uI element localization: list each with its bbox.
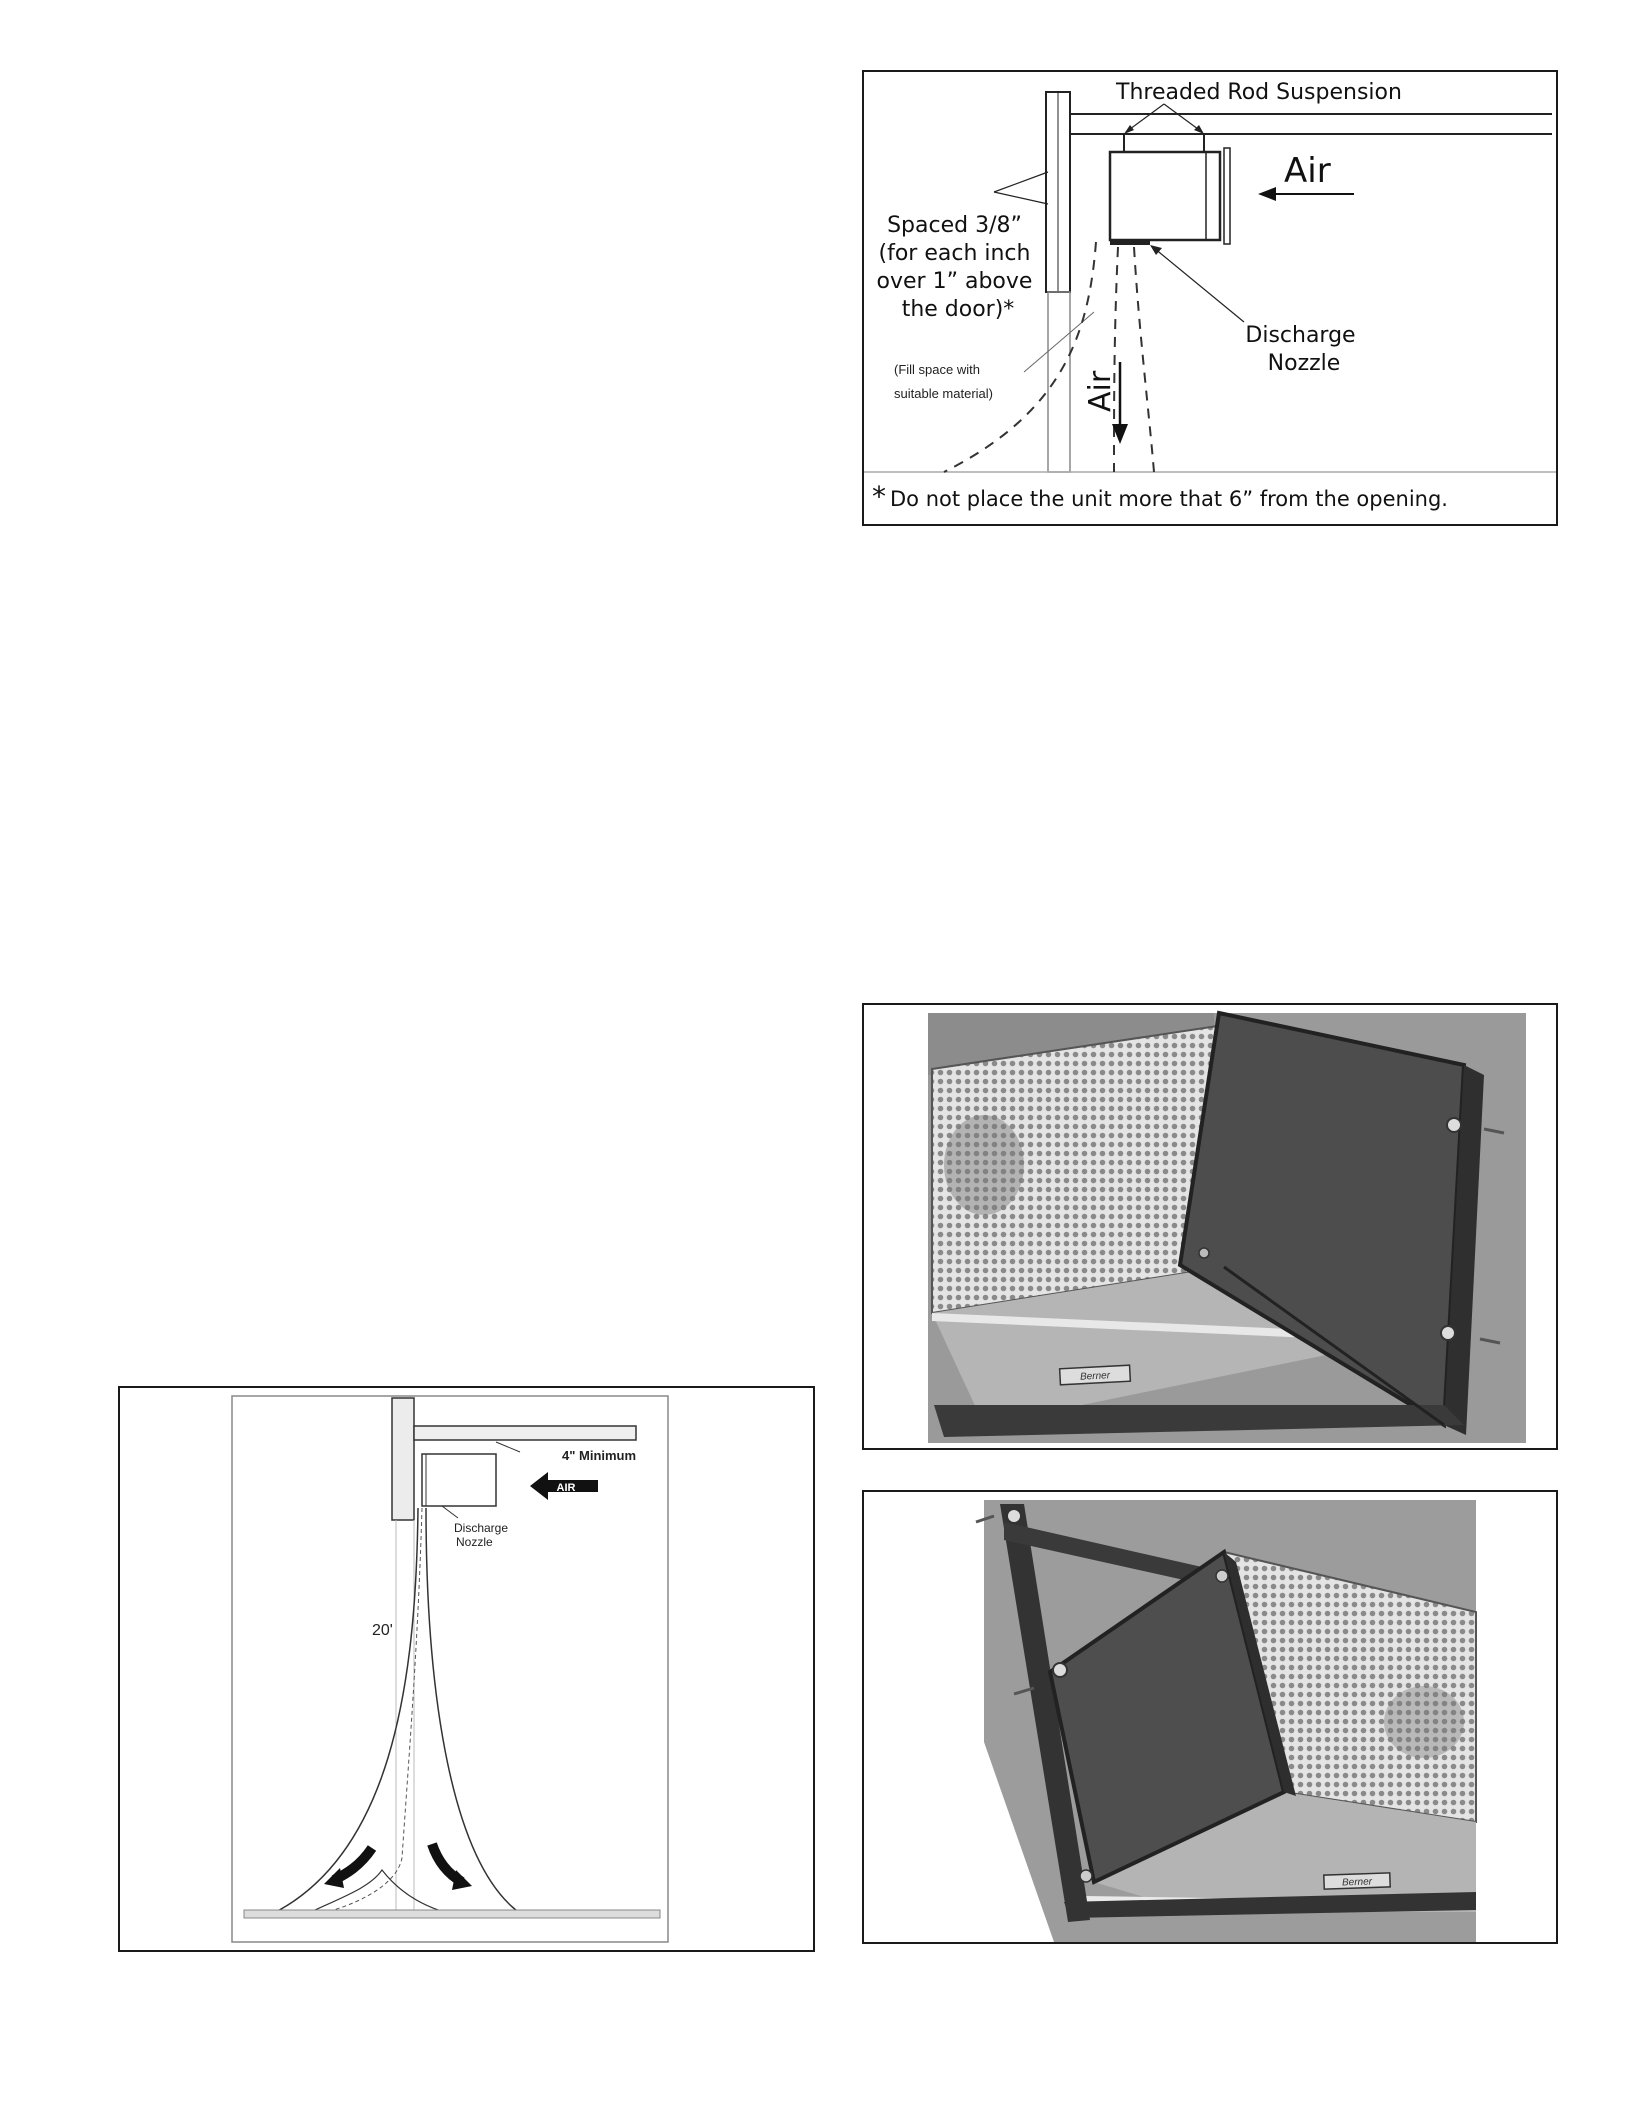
suspension-diagram-svg (864, 72, 1556, 524)
airflow-diagram-svg (120, 1388, 813, 1950)
air-label: AIR (556, 1482, 576, 1494)
unit-bracket-photo-right (862, 1003, 1558, 1450)
unit-bracket-photo-left (862, 1490, 1558, 1944)
minimum-label: 4" Minimum (562, 1448, 637, 1463)
brand-plate: Berner (1341, 1876, 1373, 1889)
airflow-diagram (118, 1386, 815, 1952)
brand-plate: Berner (1079, 1370, 1111, 1383)
discharge-nozzle-label: Discharge Nozzle (1245, 323, 1356, 376)
footnote-star: * (872, 480, 886, 513)
suspension-diagram (862, 70, 1558, 526)
air-label-down: Air (1083, 370, 1118, 412)
height-label: 20' (372, 1622, 393, 1639)
spacing-note: Spaced 3/8” (for each inch over 1” above the door)* (876, 213, 1033, 322)
unit-bracket-photo-right-svg (864, 1005, 1556, 1448)
fill-note: (Fill space with suitable material) (894, 362, 993, 401)
unit-bracket-photo-left-svg (864, 1492, 1556, 1942)
discharge-nozzle-label: Discharge Nozzle (454, 1521, 509, 1549)
threaded-rod-label: Threaded Rod Suspension (1116, 80, 1402, 105)
air-label-right: Air (1284, 151, 1331, 191)
footnote-text: Do not place the unit more that 6” from the opening. (890, 487, 1448, 511)
